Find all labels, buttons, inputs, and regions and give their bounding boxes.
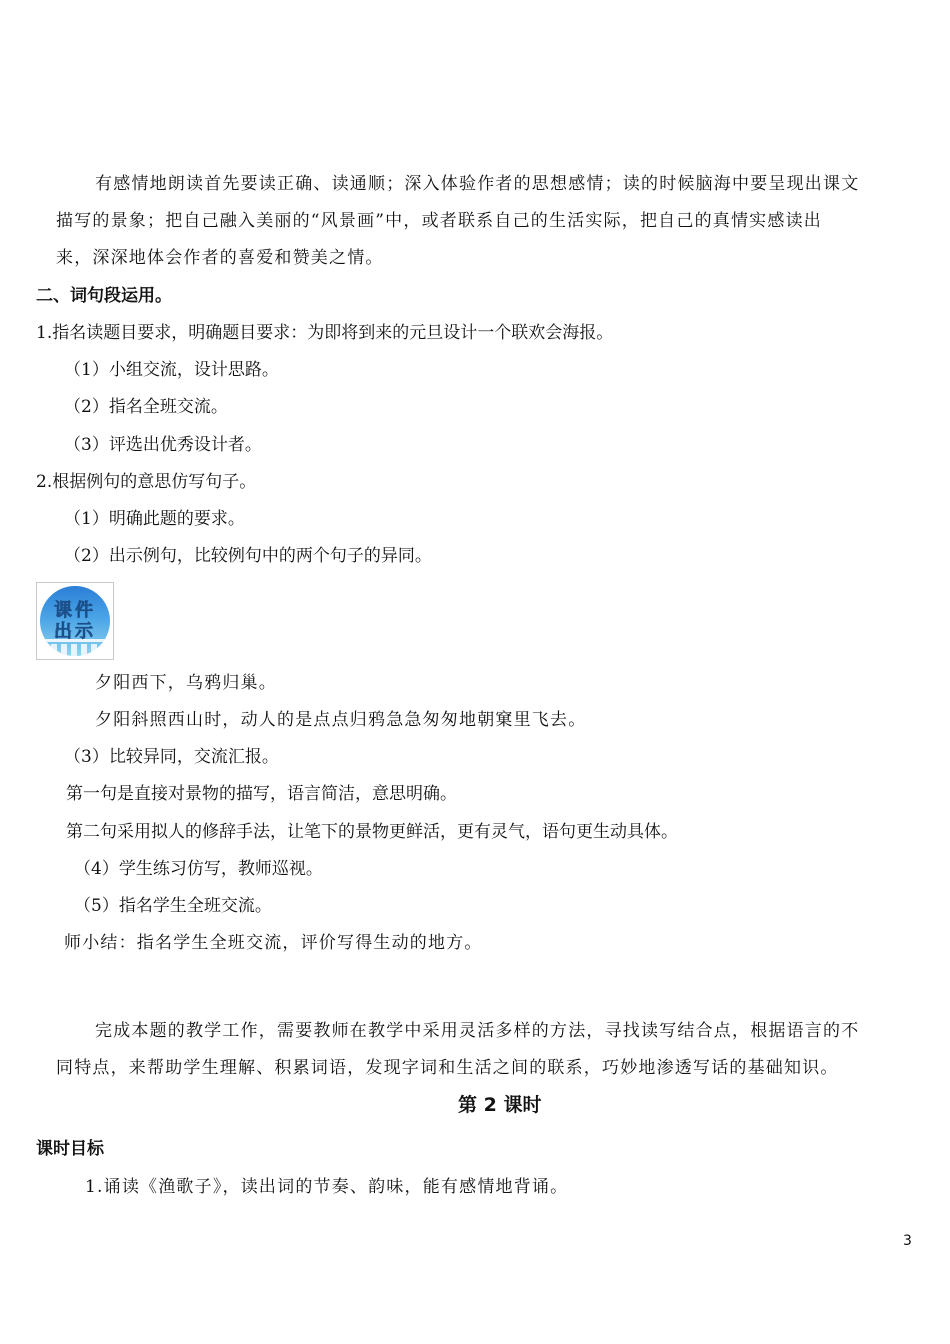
- list-item: 1.指名读题目要求，明确题目要求：为即将到来的元旦设计一个联欢会海报。: [36, 323, 614, 343]
- list-item: （3）比较异同，交流汇报。: [64, 747, 279, 767]
- list-item: （2）指名全班交流。: [64, 397, 228, 417]
- reflection-line2: 同特点，来帮助学生理解、积累词语，发现字词和生活之间的联系，巧妙地渗透写话的基础知识。: [56, 1058, 839, 1078]
- paragraph1-line3: 来，深深地体会作者的喜爱和赞美之情。: [56, 248, 384, 268]
- paragraph1-line2: 描写的景象；把自己融入美丽的“风景画”中，或者联系自己的生活实际，把自己的真情实感读出: [56, 211, 822, 231]
- objectives-heading: 课时目标: [36, 1139, 104, 1159]
- objective-item: 1.诵读《渔歌子》，读出词的节奏、韵味，能有感情地背诵。: [85, 1177, 569, 1197]
- courseware-badge-icon: [36, 582, 114, 660]
- example-sentence-2: 夕阳斜照西山时，动人的是点点归鸦急急匆匆地朝窠里飞去。: [95, 710, 587, 730]
- list-item: （5）指名学生全班交流。: [74, 896, 272, 916]
- list-item: （3）评选出优秀设计者。: [64, 435, 262, 455]
- list-item: （2）出示例句，比较例句中的两个句子的异同。: [64, 546, 432, 566]
- page-number: 3: [903, 1233, 912, 1249]
- section-heading: 二、词句段运用。: [36, 286, 172, 306]
- teacher-summary: 师小结：指名学生全班交流，评价写得生动的地方。: [64, 933, 483, 953]
- courseware-badge-graphic: [37, 583, 113, 659]
- badge-text-row1: 课件: [54, 600, 96, 621]
- list-item: （4）学生练习仿写，教师巡视。: [74, 859, 323, 879]
- paragraph1-line1: 有感情地朗读首先要读正确、读通顺；深入体验作者的思想感情；读的时候脑海中要呈现出课文: [95, 174, 860, 194]
- lesson-title: 第 2 课时: [458, 1094, 542, 1116]
- paragraph-line: 第一句是直接对景物的描写，语言简洁，意思明确。: [66, 784, 457, 804]
- example-sentence-1: 夕阳西下，乌鸦归巢。: [95, 673, 277, 693]
- list-item: 2.根据例句的意思仿写句子。: [36, 472, 257, 492]
- badge-text-row2: 出示: [54, 621, 96, 642]
- list-item: （1）明确此题的要求。: [64, 509, 245, 529]
- list-item: （1）小组交流，设计思路。: [64, 360, 279, 380]
- reflection-line1: 完成本题的教学工作，需要教师在教学中采用灵活多样的方法，寻找读写结合点，根据语言的不: [95, 1021, 860, 1041]
- paragraph-line: 第二句采用拟人的修辞手法，让笔下的景物更鲜活，更有灵气，语句更生动具体。: [66, 822, 678, 842]
